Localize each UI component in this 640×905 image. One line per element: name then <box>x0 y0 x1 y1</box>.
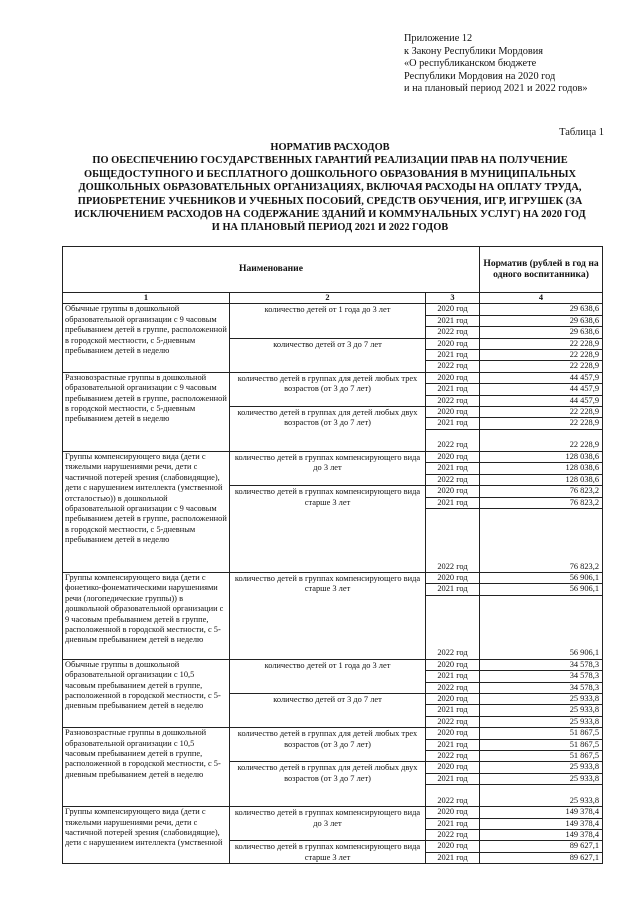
year-cell: 2022 год <box>426 361 480 372</box>
norm-value: 34 578,3 <box>480 659 603 670</box>
norm-value: 22 228,9 <box>480 361 603 372</box>
norm-value: 76 823,2 <box>480 508 603 572</box>
title-line: И НА ПЛАНОВЫЙ ПЕРИОД 2021 И 2022 ГОДОВ <box>211 222 449 234</box>
table-label: Таблица 1 <box>559 127 604 138</box>
year-cell: 2020 год <box>426 304 480 315</box>
header-norm: Норматив (рублей в год на одного воспитанника) <box>480 247 603 293</box>
norm-value: 25 933,8 <box>480 785 603 807</box>
norm-value: 29 638,6 <box>480 315 603 326</box>
norm-value: 149 378,4 <box>480 818 603 829</box>
year-cell: 2022 год <box>426 595 480 659</box>
norm-value: 128 038,6 <box>480 474 603 485</box>
norm-value: 51 867,5 <box>480 750 603 761</box>
category-label: количество детей от 1 года до 3 лет <box>230 659 426 693</box>
group-name: Разновозрастные группы в дошкольной образовательной организации с 10,5 часовым пребыванием детей в группе, расположенной в городской местности, с 5-дневным пребыванием детей в неделю <box>63 728 230 807</box>
norm-value: 29 638,6 <box>480 327 603 338</box>
category-label: количество детей от 3 до 7 лет <box>230 338 426 372</box>
year-cell: 2020 год <box>426 572 480 583</box>
category-label: количество детей в группах компенсирующего вида старше 3 лет <box>230 486 426 573</box>
norm-value: 25 933,8 <box>480 716 603 727</box>
title-line: ДОШКОЛЬНЫХ ОБРАЗОВАТЕЛЬНЫХ ОРГАНИЗАЦИЯХ, ВКЛЮЧАЯ РАСХОДЫ НА ОПЛАТУ ТРУДА, <box>78 182 582 194</box>
year-cell: 2022 год <box>426 830 480 841</box>
norm-value: 22 228,9 <box>480 338 603 349</box>
category-label: количество детей в группах компенсирующего вида старше 3 лет <box>230 572 426 659</box>
category-label: количество детей в группах для детей любых трех возрастов (от 3 до 7 лет) <box>230 372 426 406</box>
year-cell: 2022 год <box>426 750 480 761</box>
column-number: 2 <box>230 293 426 304</box>
norm-value: 34 578,3 <box>480 682 603 693</box>
year-cell: 2022 год <box>426 429 480 451</box>
norm-value: 51 867,5 <box>480 728 603 739</box>
column-number: 3 <box>426 293 480 304</box>
category-label: количество детей в группах компенсирующего вида до 3 лет <box>230 807 426 841</box>
norm-value: 25 933,8 <box>480 762 603 773</box>
norm-value: 76 823,2 <box>480 497 603 508</box>
group-name: Разновозрастные группы в дошкольной образовательной организации с 9 часовым пребыванием детей в группе, расположенной в городской местности, с 5-дневным пребыванием детей в неделю <box>63 372 230 451</box>
year-cell: 2021 год <box>426 739 480 750</box>
title-line: ПРИОБРЕТЕНИЕ УЧЕБНИКОВ И УЧЕБНЫХ ПОСОБИЙ, СРЕДСТВ ОБУЧЕНИЯ, ИГР, ИГРУШЕК (ЗА <box>77 195 583 207</box>
year-cell: 2021 год <box>426 584 480 595</box>
norm-value: 25 933,8 <box>480 693 603 704</box>
norm-value: 149 378,4 <box>480 830 603 841</box>
year-cell: 2021 год <box>426 705 480 716</box>
appendix-line: «О республиканском бюджете <box>404 58 537 70</box>
category-label: количество детей в группах для детей любых трех возрастов (от 3 до 7 лет) <box>230 728 426 762</box>
norm-value: 44 457,9 <box>480 395 603 406</box>
group-name: Обычные группы в дошкольной образовательной организации с 9 часовым пребыванием детей в группе, расположенной в городской местности, с 5-дневным пребыванием детей в неделю <box>63 304 230 372</box>
title-line: ОБЩЕДОСТУПНОГО И БЕСПЛАТНОГО ДОШКОЛЬНОГО ОБРАЗОВАНИЯ В МУНИЦИПАЛЬНЫХ <box>84 168 576 180</box>
year-cell: 2022 год <box>426 716 480 727</box>
norms-table <box>62 246 603 864</box>
appendix-line: Республики Мордовия на 2020 год <box>404 70 556 82</box>
year-cell: 2022 год <box>426 508 480 572</box>
year-cell: 2020 год <box>426 486 480 497</box>
norm-value: 44 457,9 <box>480 384 603 395</box>
header-name: Наименование <box>63 247 480 293</box>
year-cell: 2020 год <box>426 693 480 704</box>
group-name: Группы компенсирующего вида (дети с тяжелыми нарушениями речи, дети с частичной потерей зрения (слабовидящие), дети с нарушением интеллекта (умственной <box>63 807 230 864</box>
column-number: 4 <box>480 293 603 304</box>
norm-value: 25 933,8 <box>480 773 603 784</box>
norm-value: 22 228,9 <box>480 418 603 429</box>
norm-value: 128 038,6 <box>480 463 603 474</box>
year-cell: 2021 год <box>426 773 480 784</box>
year-cell: 2020 год <box>426 338 480 349</box>
year-cell: 2020 год <box>426 807 480 818</box>
norm-value: 76 823,2 <box>480 486 603 497</box>
group-name: Группы компенсирующего вида (дети с тяжелыми нарушениями речи, дети с частичной потерей зрения (слабовидящие), дети с нарушением интеллекта (умственной отсталостью)) в дошкольной образовательной организации с 9 часовым пребыванием детей в группе, расположенной в городской местности, с 5-дневным пребыванием детей в неделю <box>63 451 230 572</box>
norm-value: 22 228,9 <box>480 350 603 361</box>
year-cell: 2020 год <box>426 841 480 852</box>
norm-value: 22 228,9 <box>480 407 603 418</box>
year-cell: 2020 год <box>426 728 480 739</box>
title-line: НОРМАТИВ РАСХОДОВ <box>270 142 390 153</box>
norm-value: 44 457,9 <box>480 372 603 383</box>
year-cell: 2020 год <box>426 762 480 773</box>
year-cell: 2022 год <box>426 474 480 485</box>
year-cell: 2020 год <box>426 659 480 670</box>
year-cell: 2021 год <box>426 463 480 474</box>
year-cell: 2022 год <box>426 682 480 693</box>
norm-value: 34 578,3 <box>480 671 603 682</box>
appendix-reference <box>404 33 588 96</box>
document-title <box>40 141 620 235</box>
appendix-line: и на плановый период 2021 и 2022 годов» <box>404 83 588 95</box>
year-cell: 2021 год <box>426 818 480 829</box>
year-cell: 2022 год <box>426 395 480 406</box>
year-cell: 2020 год <box>426 372 480 383</box>
norm-value: 25 933,8 <box>480 705 603 716</box>
norm-value: 56 906,1 <box>480 584 603 595</box>
year-cell: 2021 год <box>426 497 480 508</box>
year-cell: 2021 год <box>426 671 480 682</box>
year-cell: 2021 год <box>426 852 480 863</box>
column-number: 1 <box>63 293 230 304</box>
group-name: Обычные группы в дошкольной образовательной организации с 10,5 часовым пребыванием детей в группе, расположенной в городской местности, с 5-дневным пребыванием детей в неделю <box>63 659 230 727</box>
category-label: количество детей в группах для детей любых двух возрастов (от 3 до 7 лет) <box>230 407 426 452</box>
category-label: количество детей в группах компенсирующего вида старше 3 лет <box>230 841 426 864</box>
norm-value: 56 906,1 <box>480 595 603 659</box>
year-cell: 2021 год <box>426 384 480 395</box>
title-line: ПО ОБЕСПЕЧЕНИЮ ГОСУДАРСТВЕННЫХ ГАРАНТИЙ РЕАЛИЗАЦИИ ПРАВ НА ПОЛУЧЕНИЕ <box>92 155 568 167</box>
year-cell: 2022 год <box>426 785 480 807</box>
category-label: количество детей от 1 года до 3 лет <box>230 304 426 338</box>
year-cell: 2020 год <box>426 407 480 418</box>
norm-value: 128 038,6 <box>480 451 603 462</box>
appendix-line: к Закону Республики Мордовия <box>404 45 543 57</box>
norm-value: 89 627,1 <box>480 852 603 863</box>
year-cell: 2020 год <box>426 451 480 462</box>
year-cell: 2021 год <box>426 315 480 326</box>
year-cell: 2021 год <box>426 350 480 361</box>
norm-value: 89 627,1 <box>480 841 603 852</box>
title-line: ИСКЛЮЧЕНИЕМ РАСХОДОВ НА СОДЕРЖАНИЕ ЗДАНИЙ И КОММУНАЛЬНЫХ УСЛУГ) НА 2020 ГОД <box>74 209 586 221</box>
norm-value: 51 867,5 <box>480 739 603 750</box>
norm-value: 56 906,1 <box>480 572 603 583</box>
norm-value: 149 378,4 <box>480 807 603 818</box>
norm-value: 29 638,6 <box>480 304 603 315</box>
appendix-line: Приложение 12 <box>404 33 473 44</box>
year-cell: 2021 год <box>426 418 480 429</box>
category-label: количество детей в группах для детей любых двух возрастов (от 3 до 7 лет) <box>230 762 426 807</box>
category-label: количество детей в группах компенсирующего вида до 3 лет <box>230 451 426 485</box>
category-label: количество детей от 3 до 7 лет <box>230 693 426 727</box>
group-name: Группы компенсирующего вида (дети с фонетико-фонематическими нарушениями речи (логопедические группы)) в дошкольной образовательной организации с 9 часовым пребыванием детей в группе, расположенной в городской местности, с 5-дневным пребыванием детей в неделю <box>63 572 230 659</box>
year-cell: 2022 год <box>426 327 480 338</box>
norm-value: 22 228,9 <box>480 429 603 451</box>
